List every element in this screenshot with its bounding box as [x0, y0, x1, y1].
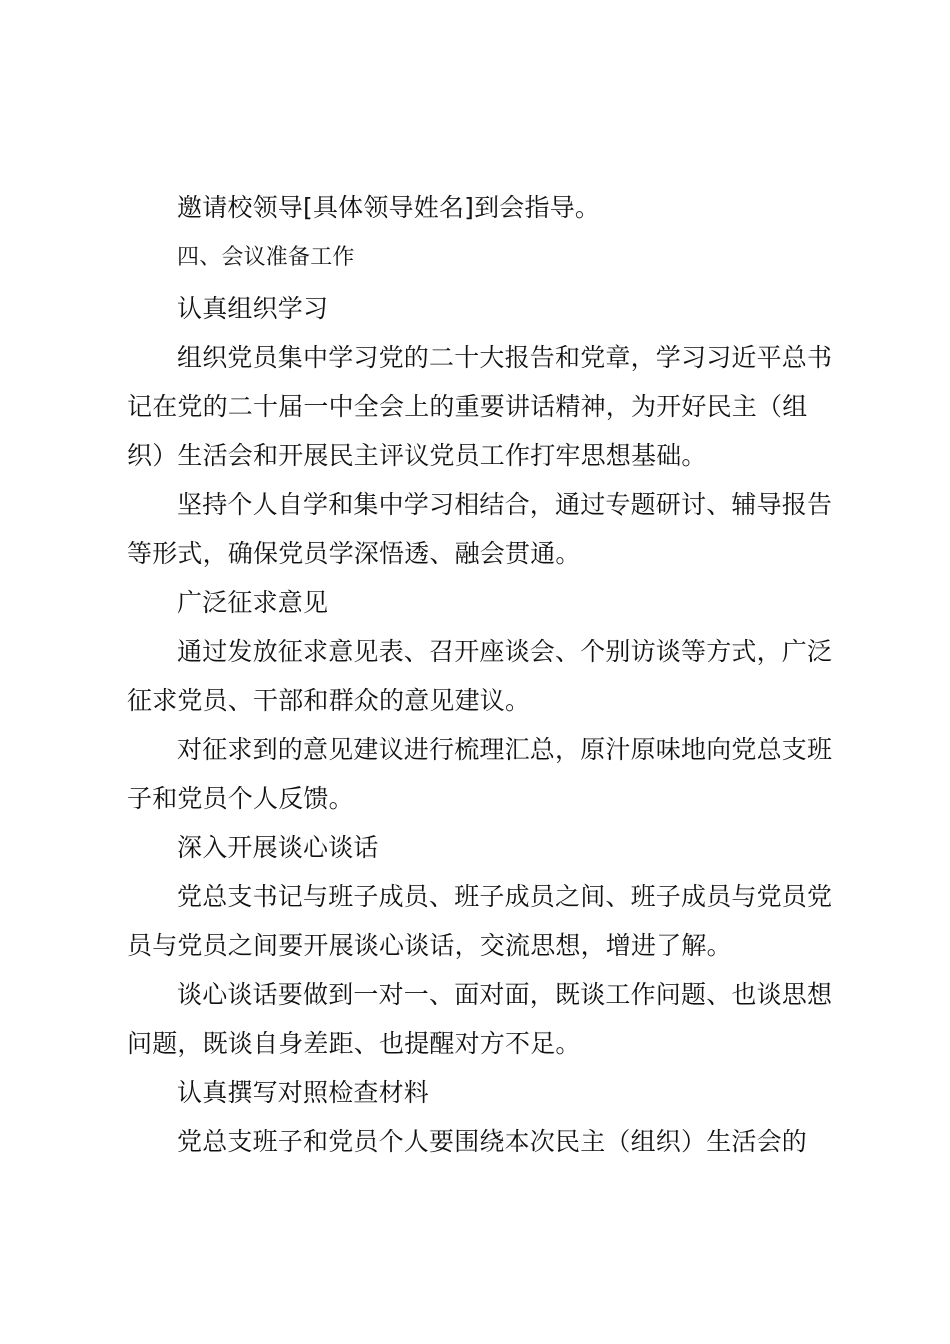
paragraph-self-and-group-study: 坚持个人自学和集中学习相结合，通过专题研讨、辅导报告等形式，确保党员学深悟透、融会贯通。 — [127, 490, 833, 568]
paragraph-inspection-materials: 党总支班子和党员个人要围绕本次民主（组织）生活会的 — [177, 1127, 808, 1156]
subheading-organize-study: 认真组织学习 — [177, 294, 329, 323]
paragraph-talk-participants: 党总支书记与班子成员、班子成员之间、班子成员与党员党员与党员之间要开展谈心谈话，交流思想，增进了解。 — [127, 882, 833, 960]
paragraph-opinion-methods: 通过发放征求意见表、召开座谈会、个别访谈等方式，广泛征求党员、干部和群众的意见建议。 — [127, 637, 833, 715]
document-body — [127, 183, 837, 1166]
subheading-solicit-opinions: 广泛征求意见 — [177, 588, 329, 617]
paragraph-invite-leaders: 邀请校领导[具体领导姓名]到会指导。 — [177, 193, 601, 222]
section-heading-meeting-preparation: 四、会议准备工作 — [177, 245, 355, 270]
paragraph-talk-requirements: 谈心谈话要做到一对一、面对面，既谈工作问题、也谈思想问题，既谈自身差距、也提醒对方不足。 — [127, 980, 833, 1058]
subheading-write-inspection-materials: 认真撰写对照检查材料 — [177, 1078, 430, 1107]
subheading-heart-to-heart-talks: 深入开展谈心谈话 — [177, 833, 379, 862]
paragraph-opinion-feedback: 对征求到的意见建议进行梳理汇总，原汁原味地向党总支班子和党员个人反馈。 — [127, 735, 833, 813]
paragraph-study-report: 组织党员集中学习党的二十大报告和党章，学习习近平总书记在党的二十届一中全会上的重要讲话精神，为开好民主（组织）生活会和开展民主评议党员工作打牢思想基础。 — [127, 343, 833, 470]
